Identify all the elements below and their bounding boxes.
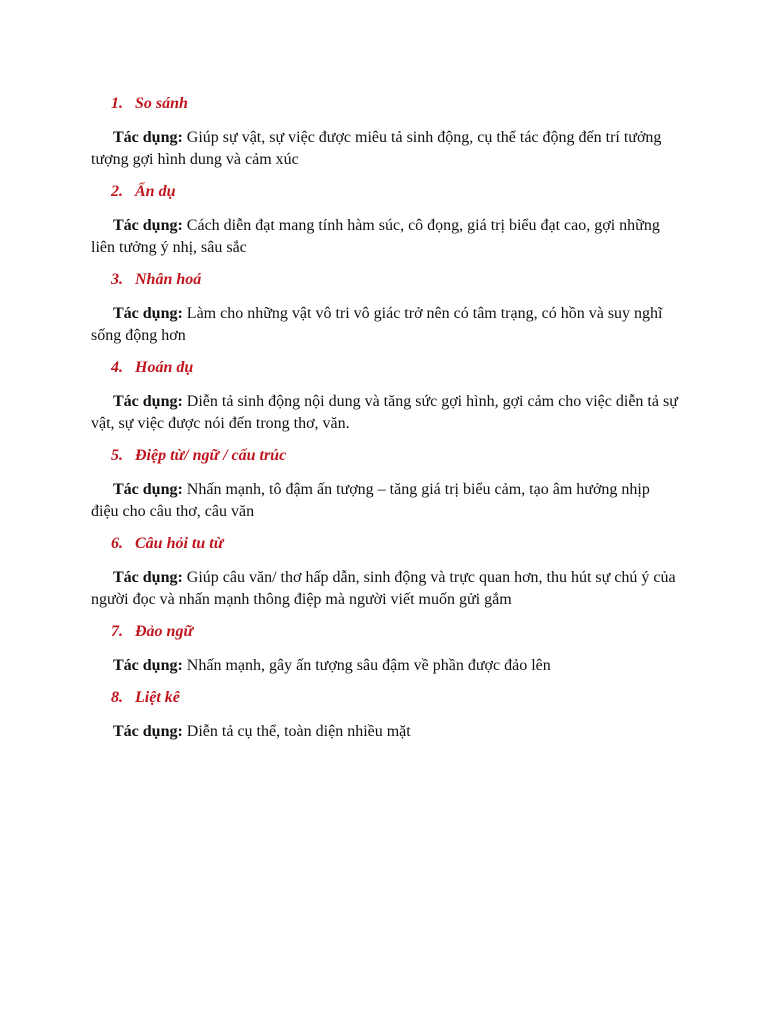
section-number: 5. <box>111 447 123 464</box>
section-heading-5 <box>111 446 286 466</box>
effect-text: Diễn tả cụ thể, toàn diện nhiều mặt <box>186 723 411 740</box>
section-paragraph-3 <box>91 303 681 347</box>
section-title: Hoán dụ <box>135 359 194 376</box>
section-number: 3. <box>111 271 123 288</box>
effect-label: Tác dụng: <box>113 129 183 146</box>
section-heading-1 <box>111 94 188 114</box>
section-number: 7. <box>111 623 123 640</box>
section-number: 8. <box>111 689 123 706</box>
effect-label: Tác dụng: <box>113 481 183 498</box>
section-heading-4 <box>111 358 193 378</box>
effect-text: Cách diễn đạt mang tính hàm súc, cô đọng, giá trị biểu đạt cao, gợi những liên tưởng ý nhị, sâu sắc <box>91 217 660 256</box>
effect-label: Tác dụng: <box>113 723 183 740</box>
section-paragraph-6 <box>91 567 681 611</box>
section-title: Ẩn dụ <box>135 183 176 200</box>
section-number: 4. <box>111 359 123 376</box>
section-title: Liệt kê <box>135 689 180 706</box>
effect-label: Tác dụng: <box>113 305 183 322</box>
section-number: 1. <box>111 95 123 112</box>
effect-label: Tác dụng: <box>113 217 183 234</box>
section-title: Câu hỏi tu từ <box>135 535 224 552</box>
section-heading-6 <box>111 534 223 554</box>
section-paragraph-2 <box>91 215 681 259</box>
effect-text: Giúp câu văn/ thơ hấp dẫn, sinh động và trực quan hơn, thu hút sự chú ý của người đọc và nhấn mạnh thông điệp mà người viết muốn gửi gắm <box>91 569 676 608</box>
effect-text: Giúp sự vật, sự việc được miêu tả sinh động, cụ thể tác động đến trí tưởng tượng gợi hình dung và cảm xúc <box>91 129 662 168</box>
section-paragraph-4 <box>91 391 681 435</box>
section-paragraph-1 <box>91 127 681 171</box>
section-heading-2 <box>111 182 175 202</box>
section-heading-8 <box>111 688 180 708</box>
section-title: Điệp từ/ ngữ / cấu trúc <box>135 447 287 464</box>
section-title: Đảo ngữ <box>135 623 194 640</box>
section-title: So sánh <box>135 95 188 112</box>
section-title: Nhân hoá <box>135 271 202 288</box>
section-number: 6. <box>111 535 123 552</box>
effect-label: Tác dụng: <box>113 393 183 410</box>
effect-label: Tác dụng: <box>113 569 183 586</box>
section-paragraph-8 <box>91 721 681 743</box>
section-heading-7 <box>111 622 193 642</box>
section-heading-3 <box>111 270 201 290</box>
effect-text: Làm cho những vật vô tri vô giác trở nên có tâm trạng, có hồn và suy nghĩ sống động hơn <box>91 305 663 344</box>
section-number: 2. <box>111 183 123 200</box>
effect-text: Diễn tả sinh động nội dung và tăng sức gợi hình, gợi cảm cho việc diễn tả sự vật, sự việc được nói đến trong thơ, văn. <box>91 393 678 432</box>
effect-label: Tác dụng: <box>113 657 183 674</box>
section-paragraph-7 <box>91 655 681 677</box>
effect-text: Nhấn mạnh, tô đậm ấn tượng – tăng giá trị biểu cảm, tạo âm hưởng nhịp điệu cho câu thơ, câu văn <box>91 481 650 520</box>
effect-text: Nhấn mạnh, gây ấn tượng sâu đậm về phần được đảo lên <box>186 657 551 674</box>
section-paragraph-5 <box>91 479 681 523</box>
